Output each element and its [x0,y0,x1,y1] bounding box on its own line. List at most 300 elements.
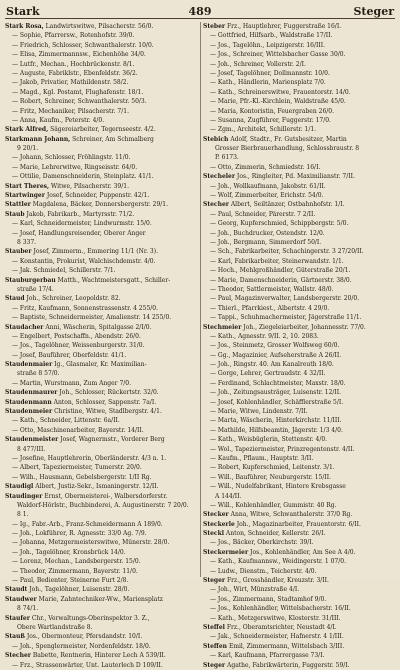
directory-entry-line [203,313,398,322]
directory-entry-line [203,22,398,31]
directory-entry-line [5,219,200,228]
directory-entry-line [203,88,398,97]
right-column [203,22,398,669]
page-number: 489 [188,5,212,18]
directory-entry-line [203,538,398,547]
entry-details: Magdalena, Bäcker, Donnersbergerstr. 29/1. [30,201,169,209]
entry-details: Jos., Obermonteur, Pfersdandstr. 10/I. [24,633,143,641]
entry-surname: Stecker [203,511,229,519]
directory-entry-line [5,210,200,219]
entry-details: — Ferdinand, Schlachtmeister, Maxstr. 18/0. [210,379,346,387]
directory-entry-line [203,69,398,78]
entry-details: — Otto, Maschinenarbeiter, Bayerstr. 14/II. [12,426,144,434]
directory-entry-line [203,454,398,463]
entry-details: — Johanna, Metzgermeisterswitwe, Münerstr. 28/0. [12,539,170,547]
entry-details: — Kath., Agnesstr. 9/II. 2, 10. 2083. [210,332,319,340]
entry-details: — Georg, Kupferschmied, Schippbergstr. 5/0. [210,220,349,228]
directory-entry-line [203,595,398,604]
header-first-entry: Stark [6,5,40,18]
directory-entry-line [5,304,200,313]
directory-entry-line [203,97,398,106]
directory-entry-line [203,247,398,256]
directory-entry-line [5,238,200,247]
directory-entry-line [203,135,398,144]
entry-details: Jakob, Fabrikarb., Martyrsstr. 71/2. [24,210,135,218]
entry-details: — Fritz, Mechaniker, Pilsacherstr. 7/1. [12,107,129,115]
directory-entry-line [5,116,200,125]
directory-entry-line [203,182,398,191]
entry-details: — Will., Bauführer, Neuburgerstr. 15/II. [210,473,332,481]
entry-details: Adolf, Stadtr., Fr. Gutsbesitzer, Martin [228,135,347,143]
entry-details: — Gorge, Lehrer, Gertraudstr. 4 32/II. [210,370,326,378]
directory-entry-line [203,31,398,40]
entry-details: Frz., Oberamtsrichter, Neustadt 4/I. [224,624,337,631]
directory-entry-line [5,125,200,134]
entry-surname: Stecher [5,652,31,660]
entry-details: — Lutfr., Mechan., Hochbrückenstr. 8/1. [12,60,135,68]
directory-entry-line [5,398,200,407]
directory-entry-line [203,548,398,557]
entry-details: Albert, Seiltänzer, Ostbahnhofstr. 1/I. [228,201,345,209]
directory-entry-line [203,585,398,594]
entry-details: — Josef, Tagelöhner, Dollmannstr. 10/0. [210,69,330,77]
entry-details: — Friedrich, Schlosser, Schwanthalerstr. 10/0. [12,41,154,49]
entry-details: — Paul, Magazinverwalter, Landsbergerstr. 20/0. [210,295,360,303]
directory-entry-line [203,125,398,134]
directory-entry-line [5,501,200,510]
directory-entry-line [203,632,398,641]
directory-entry-line [203,304,398,313]
entry-details: Marie, Zahntechniker-Ww., Mariensplatz [36,595,163,603]
directory-entry-line [203,229,398,238]
directory-entry-line [5,323,200,332]
entry-details: — Frz., Strassenwärter, Unt. Lauterlech D 109/II. [12,661,163,669]
directory-entry-line [5,407,200,416]
directory-entry-line [203,557,398,566]
directory-entry-line [5,31,200,40]
entry-surname: Startwinger [5,192,45,200]
directory-entry-line [203,398,398,407]
entry-details: — Paul, Bedienter, Steinerne Furt 2/8. [12,577,129,585]
entry-details: — Josefine, Hauptlehrerin, Oberländerstr. 4/3 n. 1. [12,454,167,462]
entry-surname: Staudigl [5,483,34,491]
directory-entry-line [203,163,398,172]
entry-details: — Theodor, Zimmermann, Bayerstr. 11/0. [12,567,138,575]
entry-details: — Mathilde, Hilfsbeamtin, Jägerstr. 1/3 4/0. [210,426,343,434]
directory-entry-line [203,379,398,388]
directory-entry-line [5,200,200,209]
entry-details: — Joh., Tagelöhner, Kronsbrück 14/0. [12,548,126,556]
directory-entry-line [203,107,398,116]
entry-details: Obere Wartlandstraße 8. [17,624,93,631]
entry-surname: Staudinger [5,492,43,500]
entry-details: — Lorenz, Mechan., Landsbergerstr. 15/0. [12,558,141,566]
directory-entry-line [203,78,398,87]
directory-entry-line [203,172,398,181]
entry-details: — Sch., Fabrikarbeiter, Schachingerstr. 3 27/20/II. [210,248,364,256]
directory-entry-line [5,510,200,519]
entry-details: — Jos., Tagelöhn., Leipzigerstr. 16/III. [210,41,326,49]
directory-entry-line [203,576,398,585]
entry-details: — Kath., Schneider, Littenstr. 6a/II. [12,417,120,425]
left-column [5,22,200,669]
directory-entry-line [5,341,200,350]
directory-entry-line [5,548,200,557]
entry-details: Anna, Witwe, Schwanthalerstr. 37/0 Rg. [228,511,353,519]
entry-surname: Staudenmann [5,398,52,406]
directory-entry-line [5,379,200,388]
directory-entry-line [5,538,200,547]
entry-details: Anni, Wäscherin, Spitalgasse 2/I/0. [43,323,152,331]
directory-entry-line [5,623,200,632]
directory-entry-line [5,435,200,444]
directory-entry-line [203,210,398,219]
entry-details: 8 1. [17,511,29,519]
directory-entry-line [203,369,398,378]
entry-details: — Paul, Schneider, Pärerstr. 7 2/II. [210,210,316,218]
entry-surname: Stecher [203,201,229,209]
entry-details: — Joh., Lokführer, R. Agnesstr. 33/0 Ag. 7/9. [12,530,147,538]
entry-details: — Josef, Kohlenhändler, Schäfflerstraße 5/I. [210,398,344,406]
directory-entry-line [5,22,200,31]
directory-entry-line [203,435,398,444]
entry-details: — Gg., Magazinier, Aufseherstraße A 26/II. [210,351,342,359]
entry-details: — Josef, Handlungsreisender, Oberer Anger [12,229,146,237]
entry-details: — Joh., Buchdrucker, Ostendstr. 12/0. [210,229,325,237]
entry-surname: Steber [203,23,226,30]
directory-entry-line [203,492,398,501]
entry-surname: Start Theres, [5,182,50,190]
entry-details: Josef, Schneider, Puppenstr. 42/1. [44,192,150,200]
entry-details: — Kath., Metzgerswitwe, Klosterstr. 31/III. [210,614,341,622]
directory-entry-line [5,445,200,454]
entry-details: — Joh., Schreiner, Vollerstr. 2/I. [210,60,306,68]
directory-entry-line [5,576,200,585]
directory-entry-line [203,60,398,69]
directory-entry-line [5,492,200,501]
entry-details: — Hoch., Mehlgroßhändler, Güterstraße 20/1. [210,267,351,275]
entry-surname: Staudenmaurer [5,389,58,397]
directory-entry-line [5,41,200,50]
entry-details: — Sophie, Pfarrersw., Rotenhofstr. 39/0. [12,32,135,40]
entry-details: Waldorf-Hörlstr., Buchbinderei, A. Augustinerstr. 7 20/0. [17,501,189,509]
directory-entry-line [5,585,200,594]
entry-details: — Will., Nudelfabrikant, Hintere Krebsgasse [210,483,346,491]
entry-details: Frz., Hauptlehrer, Fuggerstraße 16/I. [225,23,342,30]
directory-entry-line [5,50,200,59]
entry-details: — Marie, Damenschneiderin, Gärtnerstr. 38/0. [210,276,352,284]
entry-details: — Otto, Zimmerin, Schmiedstr. 16/I. [210,163,321,171]
entry-details: — Wolf, Zimmerbeiter, Erichstr. 54/0. [210,192,324,200]
entry-details: Joh., Schreiner, Leopoldstr. 82. [24,295,121,303]
entry-details: — Jos., Kohlenhändler, Wittelsbacherstr. 16/II. [210,605,351,613]
entry-details: — Kaufm., Pflaum., Hauptstr. 3/II. [210,454,314,462]
directory-entry-line [5,388,200,397]
entry-details: — Robert, Schreiner, Schwanthalerstr. 50/3. [12,98,147,106]
directory-entry-line [5,529,200,538]
directory-entry-line [203,238,398,247]
entry-details: — Marie, Pfr.-Kl.-Kirchlein, Waldstraße 45/0. [210,98,346,106]
entry-details: Witwe, Pilsacherstr. 39/1. [49,182,129,190]
entry-details: — Elisa, Zimmermannsw., Eichenhöhe 34/0. [12,51,146,59]
entry-surname: Stark Alfred, [5,126,49,134]
directory-entry-line [203,520,398,529]
entry-details: — Martin, Wurstmann, Zum Anger 7/0. [12,379,132,387]
directory-entry-line [5,191,200,200]
entry-surname: Staudenmeier [5,408,53,416]
entry-details: — Fritz, Kaufmann, Sonnenstrassenstr. 4 255/0. [12,304,159,312]
entry-surname: Stauß [5,633,25,641]
directory-entry-line [5,294,200,303]
entry-surname: Stark Rosa, [5,23,44,30]
directory-entry-line [5,163,200,172]
entry-details: A 144/II. [215,492,242,500]
directory-entry-line [203,604,398,613]
directory-entry-line [5,454,200,463]
entry-details: Ernst, Obermeisterei-, Walbersdorferstr. [42,492,168,500]
directory-entry-line [5,247,200,256]
entry-details: — Ludw., Dienstm., Teicherstr. 4/0. [210,567,317,575]
entry-details: Josef, Zimmerm., Emmering 11/1 (Nr. 3). [31,248,158,256]
directory-entry-line [203,416,398,425]
entry-details: — Auguste, Fabriklstr., Ebenfeldstr. 36/2. [12,69,138,77]
entry-surname: Staudenmeister [5,436,59,444]
entry-details: 8 74/1. [17,605,39,613]
directory-entry-line [5,426,200,435]
entry-details: 9 20/1. [17,145,39,153]
directory-entry-line [5,369,200,378]
entry-details: Anton, Schneider, Kellerstr. 26/I. [224,530,326,538]
column-divider [200,22,201,577]
entry-details: Frz., Grosshändler, Kreuzstr. 3/II. [225,577,329,585]
entry-surname: Staudenmaier [5,361,53,369]
directory-entry-line [5,520,200,529]
directory-entry-line [203,426,398,435]
entry-details: Babette, Rentnerin, Hinterer Lech A 539/II. [30,652,166,660]
directory-entry-line [203,50,398,59]
entry-surname: Stebich [203,135,229,143]
directory-entry-line [203,482,398,491]
entry-surname: Steger [203,577,226,585]
directory-entry-line [203,501,398,510]
entry-details: — Wol., Tapeziermeister, Prinzregentenstr. 4/II. [210,445,355,453]
entry-details: — Baptiste, Schneidermeister, Amalienstr. 14 255/0. [12,314,172,322]
directory-entry-line [203,153,398,162]
directory-entry-line [203,219,398,228]
entry-details: — Konstantin, Prokurist, Walchischdemstr. 4/0. [12,257,156,265]
entry-surname: Stechmeier [203,323,242,331]
entry-surname: Steckerle [203,520,235,528]
entry-surname: Steffen [203,642,228,650]
directory-entry-line [203,407,398,416]
entry-details: — Magd., Kgl. Postamt, Flughafenstr. 18/1. [12,88,144,96]
directory-entry-line [5,360,200,369]
directory-entry-line [5,229,200,238]
directory-entry-line [203,276,398,285]
entry-details: — Joh., Ringstr. 40. Am Kanalreuth 18/0. [210,361,334,369]
entry-details: — Thierl., Pfarrkiest., Albertstr. 4 29/0. [210,304,330,312]
directory-entry-line [203,360,398,369]
entry-details: — Joh., Bergmann, Simmerdorf 50/I. [210,238,322,246]
directory-entry-line [203,651,398,660]
entry-details: Ig., Glasmaler, Kr. Maximilian- [52,361,147,369]
entry-details: Joh., Schlosser, Rückertstr. 32/0. [57,389,159,397]
directory-entry-line [5,614,200,623]
entry-details: — Marie, Witwe, Lindenstr. 7/II. [210,408,308,416]
entry-details: — Gottfried, Hilfsarb., Waldstraße 17/II. [210,32,333,40]
entry-details: — Jos., Bäcker, Oberkirchstr. 39/I. [210,539,314,547]
directory-entry-line [5,107,200,116]
directory-entry-line [203,266,398,275]
directory-entry-line [5,661,200,670]
entry-details: — Marta, Wäscherin, Hinterkirchstr. 11/III. [210,417,342,425]
entry-details: — Jos., Tagelöhner, Weissenburgerstr. 31/0. [12,342,145,350]
directory-entry-line [203,332,398,341]
directory-entry-line [203,463,398,472]
directory-entry-line [203,473,398,482]
directory-entry-line [203,191,398,200]
entry-details: Matth., Wachtmeistersgatt., Schiller- [55,276,171,284]
entry-details: Joh., Ziegeleiarbeiter, Johannesstr. 77/0. [241,323,366,331]
entry-details: — Jos., Schreiner, Wittelsbacher Gasse 30/0. [210,51,346,59]
directory-entry-line [5,69,200,78]
directory-entry-line [203,285,398,294]
entry-details: straße 17/4. [17,285,54,293]
entry-details: Schreiner, Am Schmalberg [70,135,154,143]
directory-entry-line [5,632,200,641]
entry-surname: Starkmann Johann, [5,135,71,143]
directory-entry-line [203,341,398,350]
directory-entry-line [5,144,200,153]
directory-entry-line [5,153,200,162]
directory-entry-line [5,266,200,275]
directory-entry-line [203,567,398,576]
entry-details: — Joh., Spenglermeister, Nordenfeldstr. 18/0. [12,642,151,650]
entry-surname: Staud [5,295,25,303]
directory-entry-line [203,510,398,519]
entry-details: Agathe, Fabrikwärterin, Fuggerstr. 59/I. [225,661,350,669]
entry-details: — Wilh., Hausmann, Gebelsbergerstr. 1/II Rg. [12,473,152,481]
entry-details: — Ottilie, Damenschneiderin, Steinplatz. 41/1. [12,173,154,181]
header-last-entry: Steger [353,5,394,18]
entry-details: Joh., Magazinarbeiter, Frauentorstr. 6/II. [234,520,361,528]
entry-surname: Stauburgerbau [5,276,56,284]
entry-details: P. 6173. [215,154,239,162]
entry-details: — Kath., Händlerin, Mariensplatz 7/0. [210,79,326,87]
directory-entry-line [203,529,398,538]
entry-details: — Susanna, Zugführer, Fuggerstr. 17/0. [210,116,331,124]
entry-details: — Johann, Schlosser, Fröhlingstr. 11/0. [12,154,131,162]
directory-entry-line [203,41,398,50]
directory-entry-line [5,651,200,660]
directory-entry-line [5,604,200,613]
entry-details: Anton, Schlosser, Sappenstr. 7a/I. [51,398,157,406]
directory-entry-line [203,144,398,153]
directory-entry-line [5,285,200,294]
directory-entry-line [5,416,200,425]
entry-details: — Karl, Schneidermeister, Lindwurmstr. 15/0. [12,220,152,228]
entry-details: — Tappi., Schuhmachermeister, Jägerstraße 11/1. [210,314,362,322]
entry-surname: Staufer [5,614,30,622]
entry-surname: Staudwer [5,595,37,603]
entry-details: Christine, Witwe, Stadlbergstr. 4/1. [52,408,162,416]
directory-entry-line [5,595,200,604]
entry-details: — Maria, Kontoristin, Feuergraben 26/0. [210,107,335,115]
directory-entry-line [203,614,398,623]
entry-details: — Anna, Kaufm., Peterstr. 4/0. [12,116,105,124]
directory-entry-line [203,661,398,670]
entry-details: — Joh., Wirt, Münzstraße 4/I. [210,586,300,594]
entry-details: — Albert, Tapeziermeister, Tumerstr. 20/0. [12,464,142,472]
entry-details: — Zgm., Architekt, Schillerstr. 1/1. [210,126,317,134]
entry-details: 8 337. [17,238,37,246]
entry-details: — Jak. Schmiedel, Schillerstr. 7/1. [12,267,116,275]
entry-surname: Stauber [5,248,32,256]
directory-entry-line [5,78,200,87]
entry-surname: Steger [203,661,226,669]
directory-entry-line [203,388,398,397]
directory-entry-line [5,482,200,491]
entry-details: — Ig., Fabr.-Arb., Franz-Schmeidermann A 189/0. [12,520,163,528]
directory-entry-line [203,623,398,632]
entry-surname: Stattler [5,201,31,209]
entry-surname: Stecheler [203,173,236,181]
directory-entry-line [5,313,200,322]
directory-entry-line [203,445,398,454]
directory-entry-line [203,351,398,360]
directory-entry-line [203,200,398,209]
entry-details: — Joh., Wollkaufmann, Jakobstr. 61/II. [210,182,326,190]
entry-details: — Josef, Bauführer, Oberfeldstr. 41/1. [12,351,127,359]
directory-entry-line [5,557,200,566]
entry-details: — Jos., Steinmetz, Grosser Wolfsweg 60/0. [210,342,340,350]
entry-details: Jos., Kohlenhändler, Am See A 4/0. [248,548,356,556]
directory-entry-line [5,463,200,472]
directory-entry-line [203,294,398,303]
entry-surname: Staudt [5,586,28,594]
entry-details: Emil, Zimmermann, Wittelsbach 3/III. [227,642,345,650]
directory-entry-line [5,257,200,266]
entry-details: — Kath., Kaufmannsw., Weidingerstr. 1 07/0. [210,558,346,566]
entry-details: — Marie, Lehrerwitwe, Ringseisstr. 64/0. [12,163,138,171]
entry-details: Albert, Justiz-Sekr., Ismaningerstr. 12/II. [33,483,159,491]
entry-surname: Staudacher [5,323,44,331]
entry-surname: Steffel [203,624,225,631]
directory-entry-line [5,88,200,97]
directory-entry-line [5,473,200,482]
directory-entry-line [5,60,200,69]
header-rule [5,18,395,19]
entry-details: — Jak., Schneidermeister, Hafnerstr. 4 1/III. [210,633,344,641]
directory-entry-line [5,172,200,181]
entry-details: — Will., Kohlenhändler, Gummistr. 40 Rg. [210,501,337,509]
entry-details: Grosser Bierbrauerhandlung, Schlossbraustr. 8 [215,145,360,153]
directory-entry-line [5,135,200,144]
entry-details: Chr., Verwaltungs-Oberinspektor 3. Z., [29,614,150,622]
directory-entry-line [5,97,200,106]
entry-surname: Steckl [203,530,225,538]
entry-details: — Kath., Weisbüglerin, Stettenstr. 4/0. [210,436,328,444]
entry-details: — Theodor, Sattlermeister, Wallstr. 48/0. [210,285,334,293]
entry-details: Joh., Tagelöhner, Luisenstr. 28/0. [27,586,130,594]
directory-entry-line [5,182,200,191]
entry-details: Landwirtswitwe, Pilsacherstr. 56/0. [43,23,154,30]
entry-details: 8 477/III. [17,445,46,453]
directory-entry-line [203,257,398,266]
directory-entry-line [203,116,398,125]
directory-entry-line [5,332,200,341]
entry-details: — Engelbert, Postschaffn., Abendstr. 26/0. [12,332,141,340]
